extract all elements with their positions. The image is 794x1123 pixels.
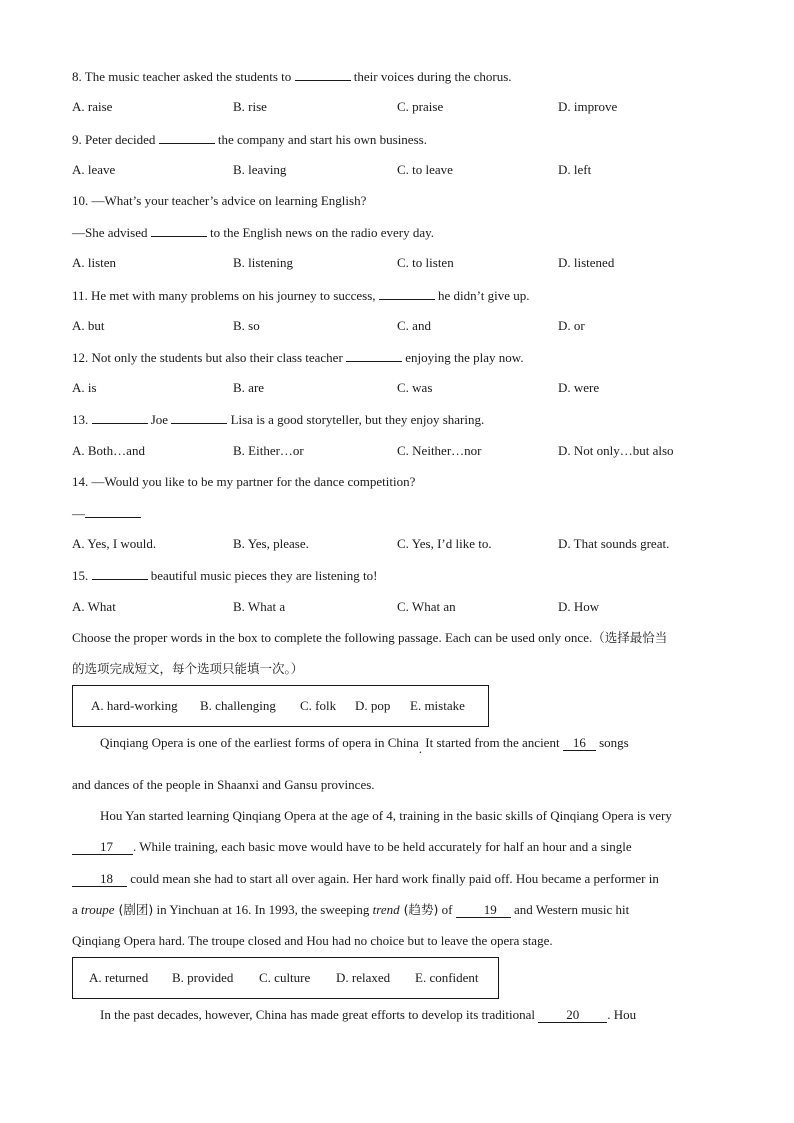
option-d: D. improve <box>558 99 618 114</box>
option-a: A. Both…and <box>72 443 145 458</box>
option-d: D. Not only…but also <box>558 443 674 458</box>
option-b: B. Yes, please. <box>233 536 309 551</box>
question-13: 13. Joe Lisa is a good storyteller, but they enjoy sharing. <box>72 412 485 427</box>
option-a: A. but <box>72 318 105 333</box>
blank-16[interactable]: 16 <box>563 736 596 751</box>
word-option: B. provided <box>172 970 234 985</box>
option-a: A. is <box>72 380 97 395</box>
option-c: C. What an <box>397 599 456 614</box>
option-a: A. leave <box>72 162 116 177</box>
option-d: D. That sounds great. <box>558 536 670 551</box>
question-15: 15. beautiful music pieces they are listening to! <box>72 568 378 583</box>
answer-blank[interactable] <box>171 411 227 424</box>
answer-blank[interactable] <box>151 224 207 237</box>
word-option: D. pop <box>355 698 391 713</box>
option-b: B. Either…or <box>233 443 304 458</box>
question-14-reply: — <box>72 505 141 522</box>
word-option: E. mistake <box>410 698 465 713</box>
option-a: A. What <box>72 599 116 614</box>
section-instruction: Choose the proper words in the box to complete the following passage. Each can be used only once.（选择最恰当 <box>72 630 668 645</box>
option-d: D. left <box>558 162 592 177</box>
passage-line: In the past decades, however, China has made great efforts to develop its traditional 20 . Hou <box>100 1007 637 1022</box>
answer-blank[interactable] <box>346 349 402 362</box>
option-c: C. Yes, I’d like to. <box>397 536 492 551</box>
option-a: A. Yes, I would. <box>72 536 157 551</box>
passage-line: 18 could mean she had to start all over again. Her hard work finally paid off. Hou became a performer in <box>72 871 659 887</box>
answer-blank[interactable] <box>85 505 141 518</box>
word-box-2 <box>72 957 499 999</box>
option-c: C. Neither…nor <box>397 443 482 458</box>
passage-line: and dances of the people in Shaanxi and Gansu provinces. <box>72 777 375 792</box>
answer-blank[interactable] <box>92 567 148 580</box>
blank-18[interactable]: 18 <box>72 872 127 887</box>
passage-line: 17 . While training, each basic move would have to be held accurately for half an hour and a single <box>72 839 632 855</box>
option-b: B. listening <box>233 255 293 270</box>
word-option: C. folk <box>300 698 337 713</box>
option-a: A. raise <box>72 99 113 114</box>
option-b: B. What a <box>233 599 286 614</box>
word-option: C. culture <box>259 970 311 985</box>
question-12: 12. Not only the students but also their class teacher enjoying the play now. <box>72 350 524 365</box>
section-instruction-cn: 的选项完成短文，每个选项只能填一次。） <box>72 661 304 676</box>
option-c: C. to leave <box>397 162 453 177</box>
option-b: B. rise <box>233 99 267 114</box>
question-14: 14. —Would you like to be my partner for the dance competition? <box>72 474 416 489</box>
option-c: C. praise <box>397 99 444 114</box>
option-a: A. listen <box>72 255 117 270</box>
word-box-1 <box>72 685 489 727</box>
blank-17[interactable]: 17 <box>72 840 133 855</box>
passage-line: Hou Yan started learning Qinqiang Opera at the age of 4, training in the basic skills of Qinqiang Opera is very <box>100 808 672 823</box>
question-8: 8. The music teacher asked the students to their voices during the chorus. <box>72 69 512 84</box>
passage-line: Qinqiang Opera is one of the earliest forms of opera in China. It started from the ancient 16 songs <box>100 735 629 756</box>
option-b: B. leaving <box>233 162 287 177</box>
answer-blank[interactable] <box>379 287 435 300</box>
option-c: C. to listen <box>397 255 454 270</box>
question-9: 9. Peter decided the company and start his own business. <box>72 132 427 147</box>
passage-line: Qinqiang Opera hard. The troupe closed and Hou had no choice but to leave the opera stage. <box>72 933 553 948</box>
passage-line: a troupe (剧团) in Yinchuan at 16. In 1993, the sweeping trend (趋势) of 19 and Western music hit <box>72 902 630 917</box>
answer-blank[interactable] <box>159 131 215 144</box>
word-option: A. hard-working <box>91 698 178 713</box>
option-d: D. were <box>558 380 600 395</box>
answer-blank[interactable] <box>92 411 148 424</box>
answer-blank[interactable] <box>295 68 351 81</box>
question-10-reply: —She advised to the English news on the radio every day. <box>72 225 435 240</box>
option-b: B. are <box>233 380 265 395</box>
blank-20[interactable]: 20 <box>538 1008 607 1023</box>
word-option: D. relaxed <box>336 970 391 985</box>
option-b: B. so <box>233 318 260 333</box>
option-d: D. or <box>558 318 585 333</box>
question-10: 10. —What’s your teacher’s advice on learning English? <box>72 193 367 208</box>
option-c: C. was <box>397 380 433 395</box>
blank-19[interactable]: 19 <box>456 903 511 918</box>
word-option: B. challenging <box>200 698 276 713</box>
question-11: 11. He met with many problems on his journey to success, he didn’t give up. <box>72 288 530 303</box>
option-c: C. and <box>397 318 431 333</box>
option-d: D. How <box>558 599 600 614</box>
option-d: D. listened <box>558 255 615 270</box>
word-option: E. confident <box>415 970 479 985</box>
word-option: A. returned <box>89 970 149 985</box>
